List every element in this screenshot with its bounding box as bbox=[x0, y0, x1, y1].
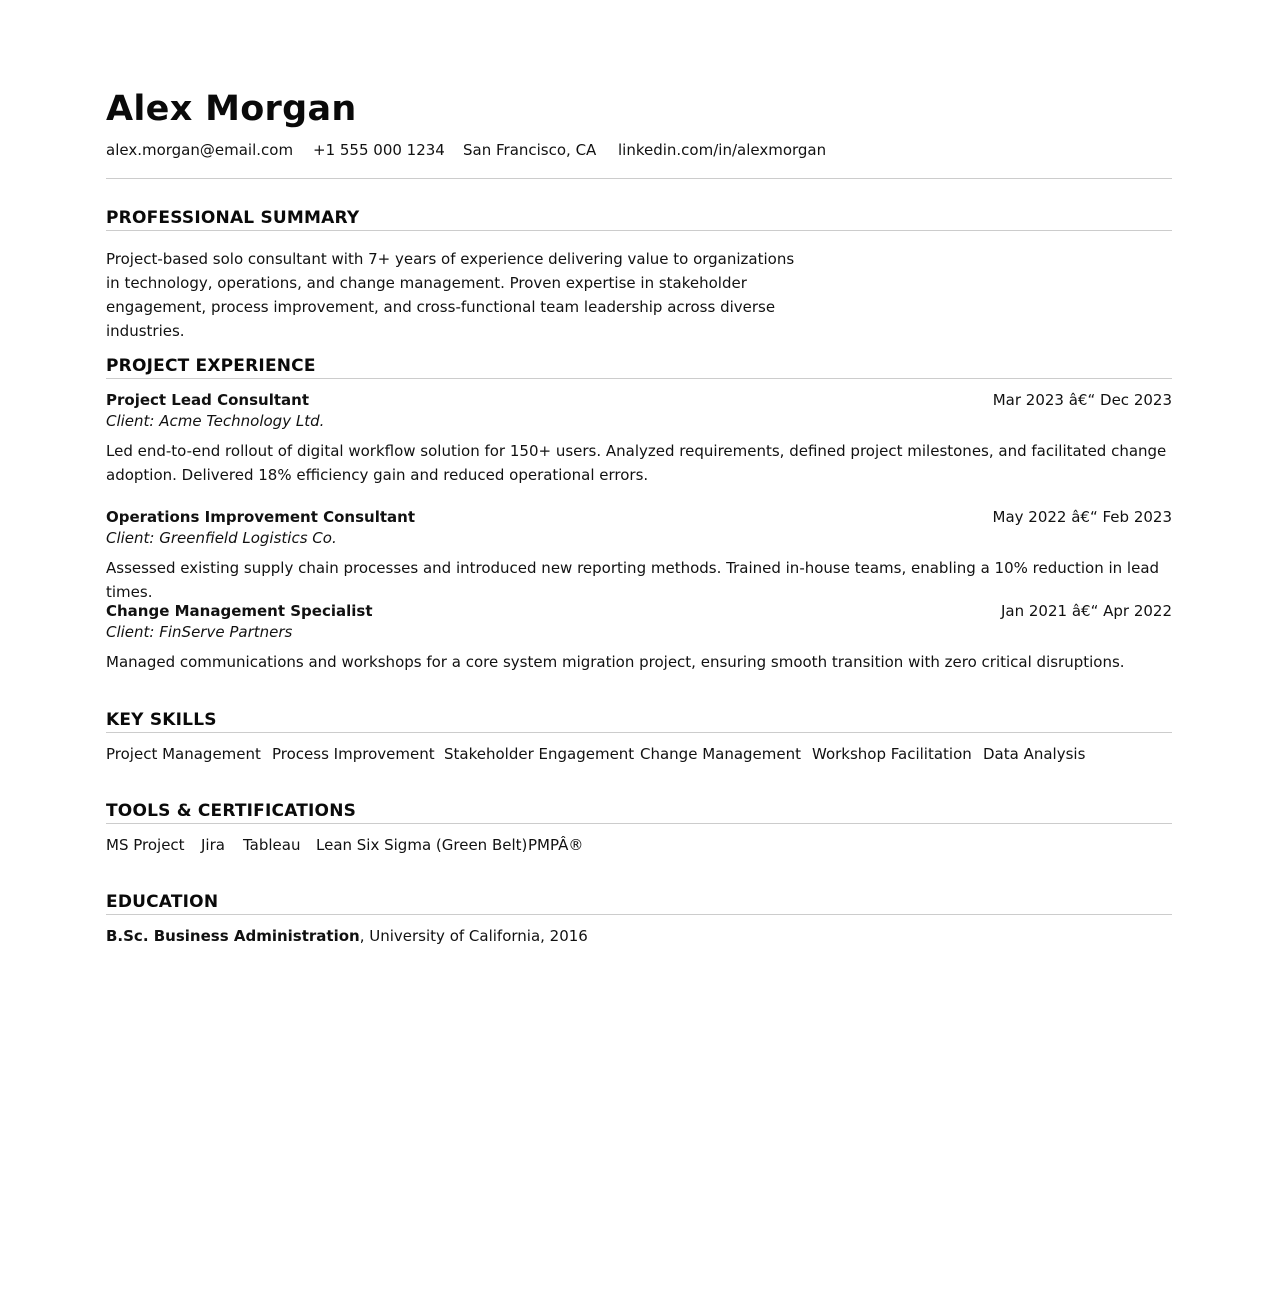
job-description: Assessed existing supply chain processes and introduced new reporting methods. Trained in-house teams, enabling a 10% reduction in lead times. bbox=[106, 559, 1160, 601]
skill-item: Stakeholder Engagement bbox=[444, 745, 635, 763]
section-title-tools: TOOLS & CERTIFICATIONS bbox=[106, 800, 1172, 824]
job-header bbox=[106, 390, 1172, 410]
tool-item: MS Project bbox=[106, 836, 185, 854]
header-divider bbox=[106, 178, 1172, 179]
job-client: Client: Greenfield Logistics Co. bbox=[106, 529, 337, 547]
job-title: Project Lead Consultant bbox=[106, 391, 309, 409]
tools-list bbox=[106, 835, 583, 855]
section-title-skills: KEY SKILLS bbox=[106, 709, 1172, 733]
contact-linkedin: linkedin.com/in/alexmorgan bbox=[618, 141, 827, 159]
candidate-name: Alex Morgan bbox=[106, 89, 357, 129]
job-header bbox=[106, 601, 1172, 621]
job-description: Led end-to-end rollout of digital workflow solution for 150+ users. Analyzed requirements, defined project milestones, and facilitated change adoption. Delivered 18% efficiency gain and reduced operational errors. bbox=[106, 442, 1167, 484]
skill-item: Workshop Facilitation bbox=[812, 745, 972, 763]
contact-line bbox=[106, 140, 826, 160]
job-header bbox=[106, 507, 1172, 527]
education-degree: B.Sc. Business Administration bbox=[106, 927, 360, 945]
job-title: Change Management Specialist bbox=[106, 602, 373, 620]
education-entry bbox=[106, 926, 588, 946]
skill-item: Data Analysis bbox=[983, 745, 1086, 763]
summary-text: Project-based solo consultant with 7+ years of experience delivering value to organizations in technology, operations, and change management. Proven expertise in stakeholder engagement, process improvement, and cross-functional team leadership across diverse industries. bbox=[106, 250, 795, 340]
job-client: Client: FinServe Partners bbox=[106, 623, 293, 641]
job-dates: Jan 2021 â€“ Apr 2022 bbox=[1001, 602, 1172, 620]
skill-item: Project Management bbox=[106, 745, 261, 763]
job-dates: May 2022 â€“ Feb 2023 bbox=[992, 508, 1172, 526]
job-description: Managed communications and workshops for a core system migration project, ensuring smooth transition with zero critical disruptions. bbox=[106, 653, 1125, 671]
contact-email: alex.morgan@email.com bbox=[106, 141, 294, 159]
section-title-summary: PROFESSIONAL SUMMARY bbox=[106, 207, 1172, 231]
skill-item: Process Improvement bbox=[272, 745, 435, 763]
tool-item: Jira bbox=[201, 836, 225, 854]
contact-location: San Francisco, CA bbox=[463, 141, 597, 159]
section-title-education: EDUCATION bbox=[106, 891, 1172, 915]
skill-item: Change Management bbox=[640, 745, 802, 763]
tool-item: Tableau bbox=[243, 836, 301, 854]
job-title: Operations Improvement Consultant bbox=[106, 508, 415, 526]
job-dates: Mar 2023 â€“ Dec 2023 bbox=[992, 391, 1172, 409]
job-client: Client: Acme Technology Ltd. bbox=[106, 412, 325, 430]
contact-phone: +1 555 000 1234 bbox=[313, 141, 445, 159]
education-details: , University of California, 2016 bbox=[359, 927, 588, 945]
tool-item: Lean Six Sigma (Green Belt) bbox=[316, 836, 528, 854]
tool-item: PMPÂ® bbox=[528, 836, 584, 854]
section-title-experience: PROJECT EXPERIENCE bbox=[106, 355, 1172, 379]
skills-list bbox=[106, 744, 1085, 764]
